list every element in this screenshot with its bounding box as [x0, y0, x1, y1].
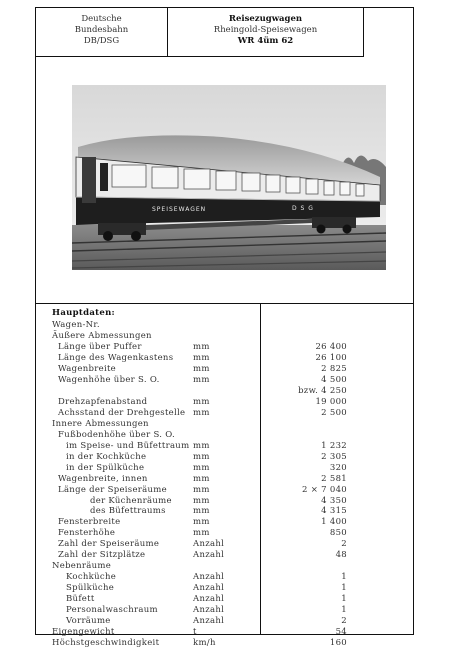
spec-value: 2 305 — [321, 451, 347, 462]
spec-unit: mm — [193, 451, 210, 462]
spec-value: 4 500 — [321, 374, 347, 385]
spec-row — [36, 474, 415, 485]
spec-label: Spülküche — [66, 583, 115, 594]
spec-value: 19 000 — [315, 396, 347, 407]
spec-value: 1 — [341, 594, 347, 605]
spec-row — [36, 430, 415, 441]
specs-heading — [36, 308, 415, 319]
header-code: WR 4üm 62 — [237, 36, 294, 46]
spec-row — [36, 561, 415, 572]
spec-label: Nebenräume — [52, 561, 112, 572]
spec-row — [36, 539, 415, 550]
spec-unit: Anzahl — [193, 594, 225, 605]
spec-row — [36, 463, 415, 474]
spec-unit: mm — [193, 473, 210, 484]
spec-value: 1 232 — [321, 440, 347, 451]
spec-row — [36, 452, 415, 463]
spec-unit: Anzahl — [193, 572, 225, 583]
spec-row — [36, 594, 415, 605]
spec-value: 26 400 — [315, 341, 347, 352]
spec-row — [36, 320, 415, 331]
spec-row — [36, 441, 415, 452]
spec-label: Äußere Abmessungen — [52, 330, 152, 341]
spec-label: Fensterbreite — [58, 517, 121, 528]
spec-unit: t — [193, 627, 197, 638]
spec-row — [36, 397, 415, 408]
spec-value: 850 — [329, 528, 347, 539]
spec-unit: Anzahl — [193, 539, 225, 550]
spec-label: Drehzapfenabstand — [58, 396, 148, 407]
spec-unit: mm — [193, 495, 210, 506]
spec-unit: Anzahl — [193, 550, 225, 561]
spec-row — [36, 364, 415, 375]
spec-row — [36, 408, 415, 419]
spec-row — [36, 638, 415, 649]
specs-heading-text: Hauptdaten: — [52, 308, 115, 318]
spec-unit: mm — [193, 374, 210, 385]
spec-value: 2 825 — [321, 363, 347, 374]
spec-row — [36, 353, 415, 364]
spec-value: 54 — [335, 627, 347, 638]
spec-label: Zahl der Sitzplätze — [58, 550, 146, 561]
spec-row — [36, 583, 415, 594]
spec-unit: mm — [193, 341, 210, 352]
spec-row — [36, 375, 415, 386]
spec-row — [36, 419, 415, 430]
spec-value: 2 — [341, 616, 347, 627]
car-logo: D S G — [292, 205, 314, 212]
spec-value: 2 — [341, 539, 347, 550]
spec-label: Achsstand der Drehgestelle — [58, 407, 186, 418]
spec-value: 48 — [335, 550, 347, 561]
spec-label: Wagenbreite — [58, 363, 117, 374]
spec-unit: mm — [193, 363, 210, 374]
spec-unit: mm — [193, 352, 210, 363]
spec-value: 320 — [329, 462, 347, 473]
spec-value: 1 — [341, 605, 347, 616]
header-operator-line-1: Deutsche — [81, 14, 122, 24]
header-operator-line-2: Bundesbahn — [74, 25, 129, 35]
spec-row — [36, 572, 415, 583]
spec-unit: mm — [193, 506, 210, 517]
spec-row — [36, 496, 415, 507]
header-subtitle: Rheingold-Speisewagen — [213, 25, 318, 35]
car-lettering: SPEISEWAGEN — [152, 206, 207, 213]
spec-label: in der Spülküche — [66, 462, 145, 473]
spec-value: 160 — [329, 638, 347, 649]
spec-unit: mm — [193, 484, 210, 495]
spec-unit: mm — [193, 440, 210, 451]
spec-label: Höchstgeschwindigkeit — [52, 638, 160, 649]
spec-label: Kochküche — [66, 572, 117, 583]
spec-label: Büfett — [66, 594, 95, 605]
spec-value: 2 581 — [321, 473, 347, 484]
railcar-photo — [72, 85, 386, 270]
spec-row — [36, 605, 415, 616]
spec-row — [36, 331, 415, 342]
spec-row — [36, 485, 415, 496]
spec-label: des Büfettraums — [90, 506, 166, 517]
spec-value: 1 400 — [321, 517, 347, 528]
spec-label: Länge der Speiseräume — [58, 484, 167, 495]
spec-value: 1 — [341, 572, 347, 583]
spec-row — [36, 627, 415, 638]
table-top-rule — [36, 303, 413, 304]
header-operator-line-3: DB/DSG — [83, 36, 120, 46]
spec-unit: km/h — [193, 638, 216, 649]
spec-label: Länge über Puffer — [58, 341, 142, 352]
spec-unit: mm — [193, 517, 210, 528]
header-operator — [36, 8, 168, 57]
spec-label: Personalwaschraum — [66, 605, 158, 616]
spec-label: im Speise- und Büfettraum — [66, 440, 190, 451]
spec-unit: mm — [193, 396, 210, 407]
spec-value: 26 100 — [315, 352, 347, 363]
spec-value: 2 × 7 040 — [302, 484, 347, 495]
spec-row — [36, 550, 415, 561]
spec-row — [36, 506, 415, 517]
spec-unit: mm — [193, 528, 210, 539]
spec-value: 4 350 — [321, 495, 347, 506]
spec-unit: mm — [193, 407, 210, 418]
spec-label: Fensterhöhe — [58, 528, 116, 539]
spec-unit: mm — [193, 462, 210, 473]
spec-label: Innere Abmessungen — [52, 418, 149, 429]
data-sheet — [35, 7, 414, 649]
spec-row — [36, 528, 415, 539]
spec-label: Fußbodenhöhe über S. O. — [58, 429, 176, 440]
spec-value: 1 — [341, 583, 347, 594]
spec-label: in der Kochküche — [66, 451, 147, 462]
spec-unit: Anzahl — [193, 616, 225, 627]
spec-label: Vorräume — [66, 616, 111, 627]
spec-value: bzw. 4 250 — [298, 385, 347, 396]
spec-label: Wagenbreite, innen — [58, 473, 148, 484]
spec-label: Länge des Wagenkastens — [58, 352, 174, 363]
header-title: Reisezugwagen — [228, 14, 303, 24]
spec-row — [36, 386, 415, 397]
spec-value: 2 500 — [321, 407, 347, 418]
spec-unit: Anzahl — [193, 605, 225, 616]
spec-label: Eigengewicht — [52, 627, 115, 638]
header-vehicle — [168, 8, 364, 57]
spec-row — [36, 616, 415, 627]
spec-value: 4 315 — [321, 506, 347, 517]
spec-label: Wagen-Nr. — [52, 320, 100, 330]
spec-unit: Anzahl — [193, 583, 225, 594]
spec-label: Wagenhöhe über S. O. — [58, 374, 160, 385]
spec-row — [36, 517, 415, 528]
spec-label: Zahl der Speiseräume — [58, 539, 160, 550]
spec-label: der Küchenräume — [90, 495, 172, 506]
spec-row — [36, 342, 415, 353]
